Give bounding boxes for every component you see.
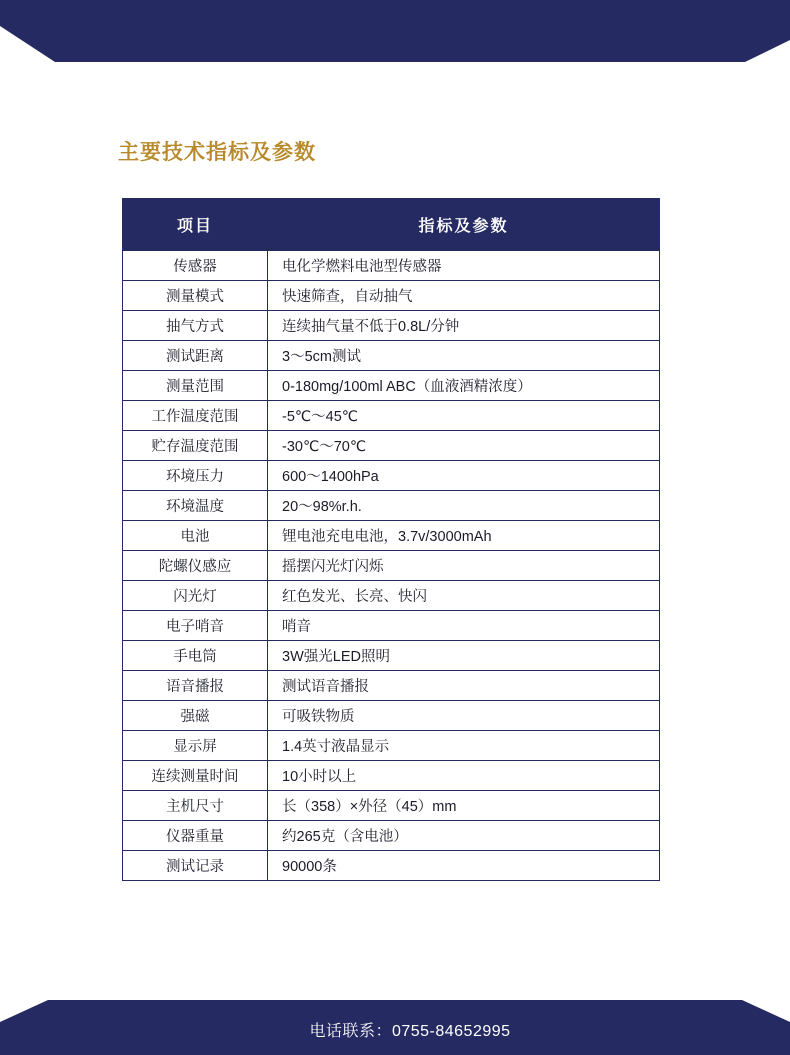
row-value: 约265克（含电池） [268, 821, 660, 851]
row-value: 哨音 [268, 611, 660, 641]
row-label: 显示屏 [123, 731, 268, 761]
specifications-table [122, 198, 660, 881]
row-value: 3～5cm测试 [268, 341, 660, 371]
row-value: 10小时以上 [268, 761, 660, 791]
row-label: 主机尺寸 [123, 791, 268, 821]
row-value: 600～1400hPa [268, 461, 660, 491]
row-label: 语音播报 [123, 671, 268, 701]
row-value: 连续抽气量不低于0.8L/分钟 [268, 311, 660, 341]
row-label: 手电筒 [123, 641, 268, 671]
row-label: 仪器重量 [123, 821, 268, 851]
row-value: 3W强光LED照明 [268, 641, 660, 671]
table-row [123, 791, 660, 821]
table-row [123, 581, 660, 611]
row-label: 环境压力 [123, 461, 268, 491]
row-label: 传感器 [123, 251, 268, 281]
row-value: -30℃～70℃ [268, 431, 660, 461]
row-label: 电子哨音 [123, 611, 268, 641]
table-header-value: 指标及参数 [268, 199, 660, 251]
table-row [123, 851, 660, 881]
row-label: 连续测量时间 [123, 761, 268, 791]
row-label: 电池 [123, 521, 268, 551]
row-value: 测试语音播报 [268, 671, 660, 701]
table-row [123, 611, 660, 641]
row-label: 闪光灯 [123, 581, 268, 611]
row-label: 测试记录 [123, 851, 268, 881]
table-row [123, 731, 660, 761]
table-row [123, 761, 660, 791]
table-row [123, 491, 660, 521]
row-value: 90000条 [268, 851, 660, 881]
row-label: 抽气方式 [123, 311, 268, 341]
row-value: 0-180mg/100ml ABC（血液酒精浓度） [268, 371, 660, 401]
row-label: 贮存温度范围 [123, 431, 268, 461]
row-label: 工作温度范围 [123, 401, 268, 431]
row-label: 陀螺仪感应 [123, 551, 268, 581]
table-row [123, 461, 660, 491]
row-value: 快速筛查，自动抽气 [268, 281, 660, 311]
footer-contact: 电话联系：0755-84652995 [309, 1023, 511, 1040]
table-header-row [123, 199, 660, 251]
row-value: 1.4英寸液晶显示 [268, 731, 660, 761]
row-label: 环境温度 [123, 491, 268, 521]
row-label: 测量范围 [123, 371, 268, 401]
row-value: 可吸铁物质 [268, 701, 660, 731]
row-value: 电化学燃料电池型传感器 [268, 251, 660, 281]
table-row [123, 821, 660, 851]
table-row [123, 521, 660, 551]
row-label: 强磁 [123, 701, 268, 731]
row-value: 长（358）×外径（45）mm [268, 791, 660, 821]
row-value: 20～98%r.h. [268, 491, 660, 521]
table-body [123, 251, 660, 881]
row-value: 摇摆闪光灯闪烁 [268, 551, 660, 581]
row-value: -5℃～45℃ [268, 401, 660, 431]
table-row [123, 251, 660, 281]
row-value: 红色发光、长亮、快闪 [268, 581, 660, 611]
table-row [123, 551, 660, 581]
table-row [123, 311, 660, 341]
table-row [123, 371, 660, 401]
table-row [123, 431, 660, 461]
table-row [123, 641, 660, 671]
table-row [123, 341, 660, 371]
row-value: 锂电池充电电池，3.7v/3000mAh [268, 521, 660, 551]
row-label: 测试距离 [123, 341, 268, 371]
row-label: 测量模式 [123, 281, 268, 311]
table-row [123, 701, 660, 731]
top-decorative-band-inner [0, 0, 790, 52]
table-row [123, 671, 660, 701]
page-title: 主要技术指标及参数 [118, 141, 316, 164]
table-row [123, 401, 660, 431]
table-row [123, 281, 660, 311]
table-header-item: 项目 [123, 199, 268, 251]
